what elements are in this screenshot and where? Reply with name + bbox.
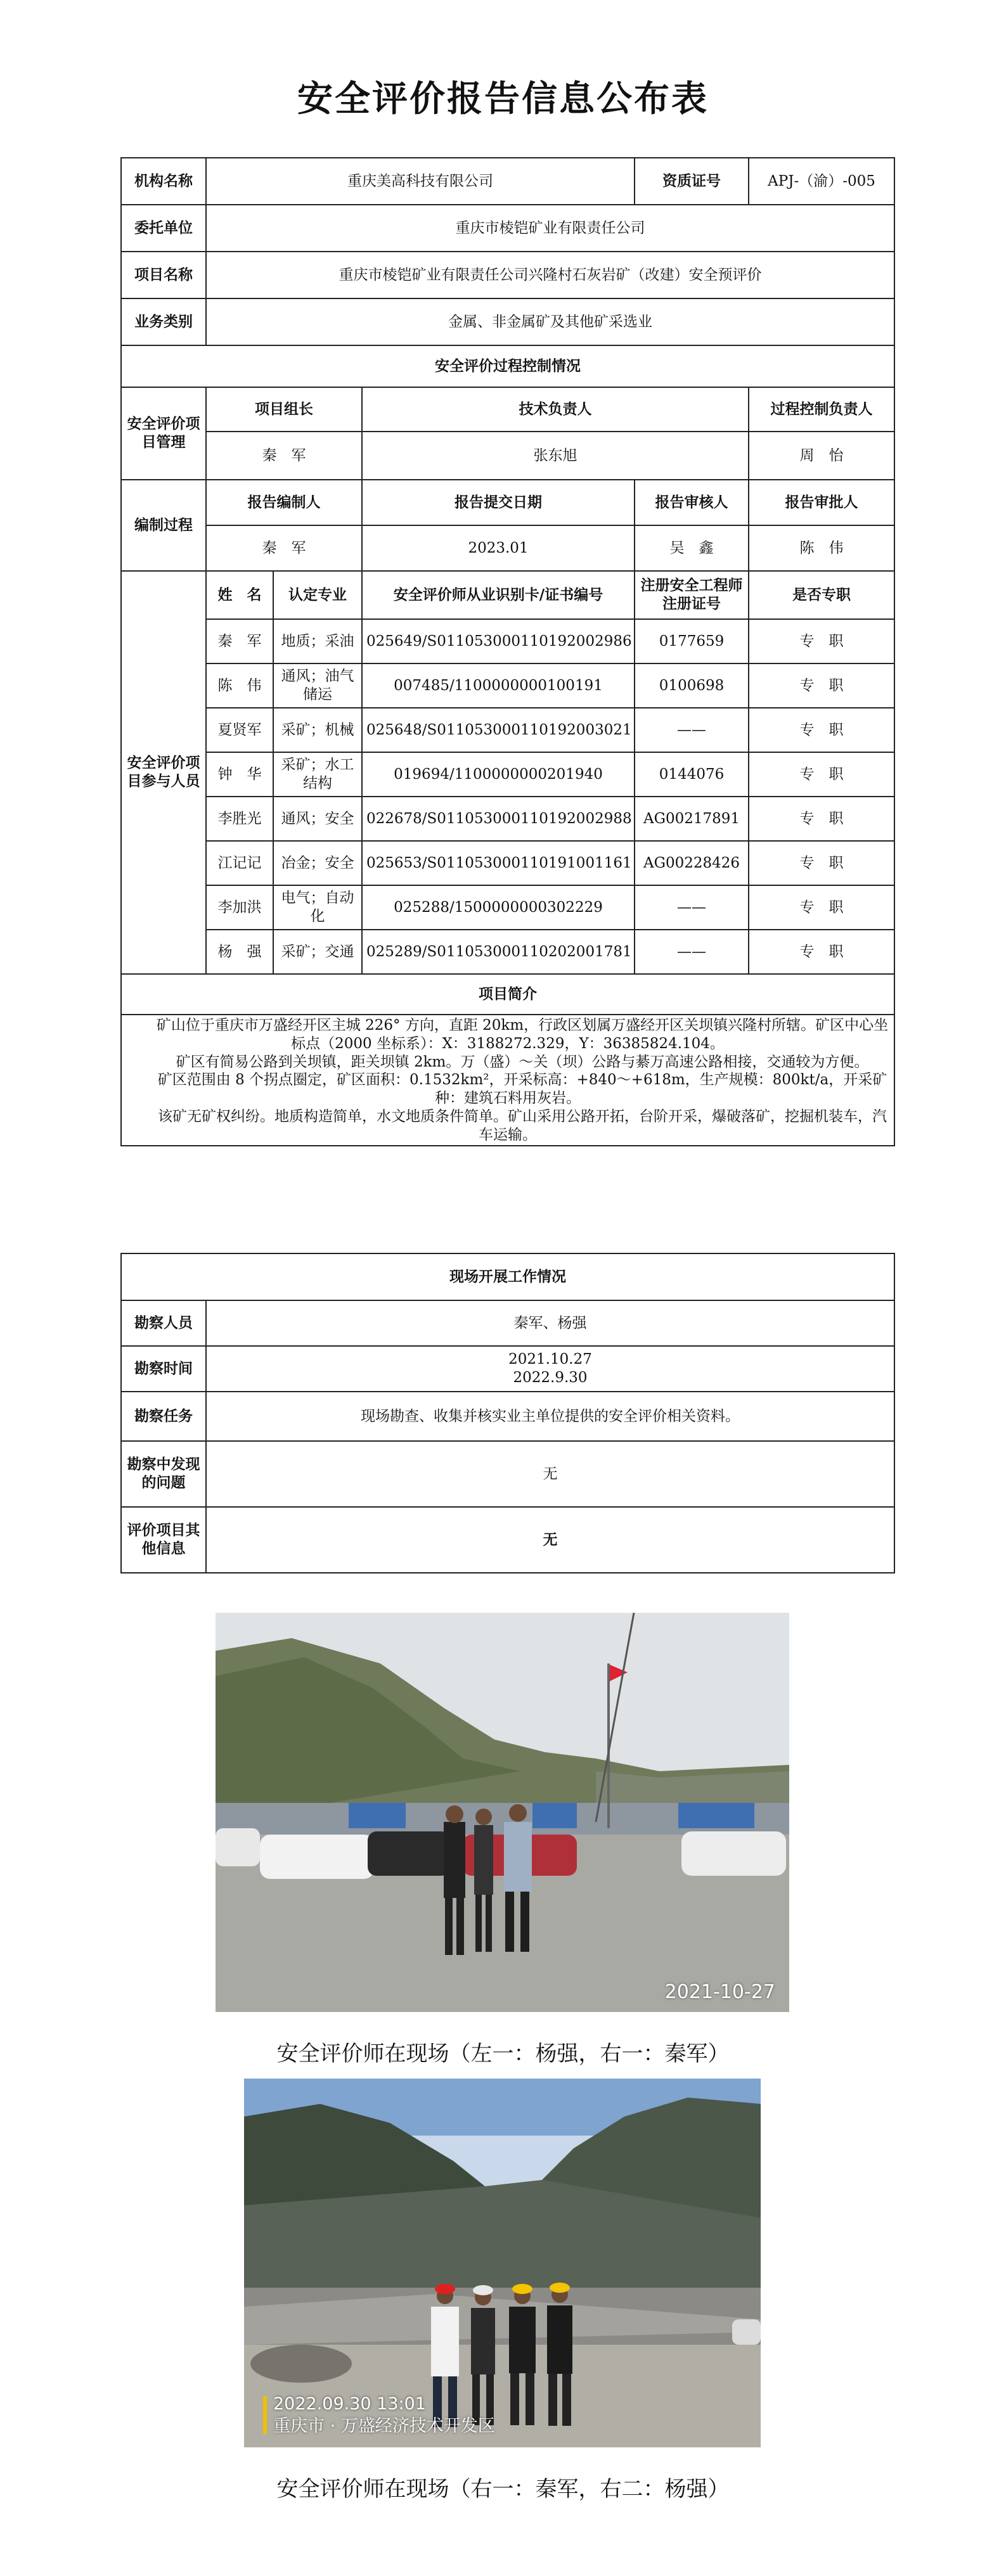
org-value: 重庆美高科技有限公司	[206, 158, 635, 205]
intro-paragraph: 该矿无矿权纠纷。地质构造简单，水文地质条件简单。矿山采用公路开拓，台阶开采，爆破落矿，挖掘机装车，汽车运输。	[158, 1108, 887, 1143]
person-name: 江记记	[206, 841, 273, 885]
person-name: 李胜光	[206, 797, 273, 841]
page-title: 安全评价报告信息公布表	[297, 79, 709, 120]
author-value: 秦 军	[206, 525, 362, 571]
leader-header: 项目组长	[206, 387, 362, 432]
person-cert: 007485/1100000000100191	[362, 663, 635, 708]
table-row	[121, 885, 894, 930]
site-photo-1-image	[216, 1613, 789, 2012]
person-cert: 025649/S011053000110192002986	[362, 619, 635, 663]
prep-label: 编制过程	[121, 480, 206, 571]
person-cert: 019694/1100000000201940	[362, 752, 635, 797]
person-fulltime: 专 职	[749, 752, 894, 797]
person-cert: 025653/S011053000110191001161	[362, 841, 635, 885]
info-table	[120, 157, 895, 1146]
client-label: 委托单位	[121, 205, 206, 252]
issues-label: 勘察中发现的问题	[121, 1441, 206, 1507]
person-reg: 0177659	[635, 619, 749, 663]
person-major: 通风；安全	[273, 797, 362, 841]
business-label: 业务类别	[121, 298, 206, 345]
task-value: 现场勘查、收集并核实业主单位提供的安全评价相关资料。	[206, 1392, 894, 1441]
site-title: 现场开展工作情况	[121, 1253, 894, 1300]
person-name: 秦 军	[206, 619, 273, 663]
table-row	[121, 708, 894, 752]
photo-date-stamp: 2021-10-27	[664, 1981, 775, 2003]
person-name: 钟 华	[206, 752, 273, 797]
project-label: 项目名称	[121, 252, 206, 298]
people-label: 勘察人员	[121, 1300, 206, 1346]
leader-value: 秦 军	[206, 432, 362, 480]
ctrl-header: 过程控制负责人	[749, 387, 894, 432]
client-value: 重庆市棱铠矿业有限责任公司	[206, 205, 894, 252]
ctrl-value: 周 怡	[749, 432, 894, 480]
reviewer-value: 吴 鑫	[635, 525, 749, 571]
photo-1-caption: 安全评价师在现场（左一：杨强，右一：秦军）	[276, 2041, 730, 2067]
table-row	[121, 797, 894, 841]
time-value-1: 2021.10.27	[508, 1351, 592, 1368]
photo-location-stamp	[263, 2393, 495, 2437]
site-photo-1	[216, 1613, 789, 2012]
person-name: 李加洪	[206, 885, 273, 930]
person-cert: 025648/S011053000110192003021	[362, 708, 635, 752]
person-major: 采矿；机械	[273, 708, 362, 752]
person-reg: ——	[635, 885, 749, 930]
intro-paragraph: 矿山位于重庆市万盛经开区主城 226° 方向，直距 20km，行政区划属万盛经开区关坝镇兴隆村所辖。矿区中心坐标点（2000 坐标系）：X：3188272.329，Y：36385824.104。	[156, 1017, 889, 1052]
photo-timestamp: 2022.09.30 13:01	[273, 2393, 426, 2414]
person-reg: AG00217891	[635, 797, 749, 841]
person-major: 电气；自动化	[273, 885, 362, 930]
author-header: 报告编制人	[206, 480, 362, 525]
person-fulltime: 专 职	[749, 708, 894, 752]
approver-value: 陈 伟	[749, 525, 894, 571]
table-row	[121, 752, 894, 797]
table-row	[121, 619, 894, 663]
person-cert: 025288/1500000000302229	[362, 885, 635, 930]
time-value	[206, 1346, 894, 1392]
cert-label: 资质证号	[635, 158, 749, 205]
person-fulltime: 专 职	[749, 663, 894, 708]
people-value: 秦军、杨强	[206, 1300, 894, 1346]
person-reg: 0100698	[635, 663, 749, 708]
photo-location: 重庆市 · 万盛经济技术开发区	[273, 2416, 495, 2436]
org-label: 机构名称	[121, 158, 206, 205]
person-major: 冶金；安全	[273, 841, 362, 885]
business-value: 金属、非金属矿及其他矿采选业	[206, 298, 894, 345]
stamp-bar-icon	[263, 2396, 267, 2434]
personnel-label: 安全评价项目参与人员	[121, 571, 206, 974]
person-name: 夏贤军	[206, 708, 273, 752]
issues-value: 无	[206, 1441, 894, 1507]
person-reg: 0144076	[635, 752, 749, 797]
site-photo-2-image	[244, 2079, 761, 2447]
person-name: 陈 伟	[206, 663, 273, 708]
time-value-2: 2022.9.30	[513, 1369, 588, 1386]
person-cert: 025289/S011053000110202001781	[362, 930, 635, 974]
table-row	[121, 663, 894, 708]
cert-no-header: 安全评价师从业识别卡/证书编号	[362, 571, 635, 619]
intro-paragraph: 矿区范围由 8 个拐点圈定，矿区面积：0.1532km²，开采标高：+840～+618m，生产规模：800kt/a，开采矿种：建筑石料用灰岩。	[157, 1072, 887, 1106]
mgmt-label: 安全评价项目管理	[121, 387, 206, 480]
date-value: 2023.01	[362, 525, 635, 571]
intro-paragraph: 矿区有简易公路到关坝镇，距关坝镇 2km。万（盛）～关（坝）公路与綦万高速公路相接，交通较为方便。	[176, 1053, 869, 1070]
photo-2-caption: 安全评价师在现场（右一：秦军，右二：杨强）	[276, 2477, 730, 2502]
other-label: 评价项目其他信息	[121, 1507, 206, 1573]
reg-header: 注册安全工程师注册证号	[635, 571, 749, 619]
person-name: 杨 强	[206, 930, 273, 974]
person-fulltime: 专 职	[749, 841, 894, 885]
date-header: 报告提交日期	[362, 480, 635, 525]
intro-body	[121, 1015, 894, 1146]
other-value: 无	[206, 1507, 894, 1573]
person-fulltime: 专 职	[749, 885, 894, 930]
process-section-title: 安全评价过程控制情况	[121, 345, 894, 387]
fulltime-header: 是否专职	[749, 571, 894, 619]
intro-title: 项目简介	[121, 974, 894, 1015]
person-major: 采矿；交通	[273, 930, 362, 974]
table-row	[121, 930, 894, 974]
person-reg: ——	[635, 930, 749, 974]
person-fulltime: 专 职	[749, 619, 894, 663]
tech-header: 技术负责人	[362, 387, 749, 432]
person-fulltime: 专 职	[749, 930, 894, 974]
person-reg: ——	[635, 708, 749, 752]
person-major: 地质；采油	[273, 619, 362, 663]
name-header: 姓 名	[206, 571, 273, 619]
site-photo-2	[244, 2079, 761, 2447]
person-major: 采矿；水工结构	[273, 752, 362, 797]
site-table	[120, 1253, 895, 1573]
person-cert: 022678/S011053000110192002988	[362, 797, 635, 841]
project-value: 重庆市棱铠矿业有限责任公司兴隆村石灰岩矿（改建）安全预评价	[206, 252, 894, 298]
time-label: 勘察时间	[121, 1346, 206, 1392]
cert-value: APJ-（渝）-005	[749, 158, 894, 205]
reviewer-header: 报告审核人	[635, 480, 749, 525]
person-fulltime: 专 职	[749, 797, 894, 841]
tech-value: 张东旭	[362, 432, 749, 480]
approver-header: 报告审批人	[749, 480, 894, 525]
task-label: 勘察任务	[121, 1392, 206, 1441]
person-reg: AG00228426	[635, 841, 749, 885]
major-header: 认定专业	[273, 571, 362, 619]
table-row	[121, 841, 894, 885]
person-major: 通风；油气储运	[273, 663, 362, 708]
